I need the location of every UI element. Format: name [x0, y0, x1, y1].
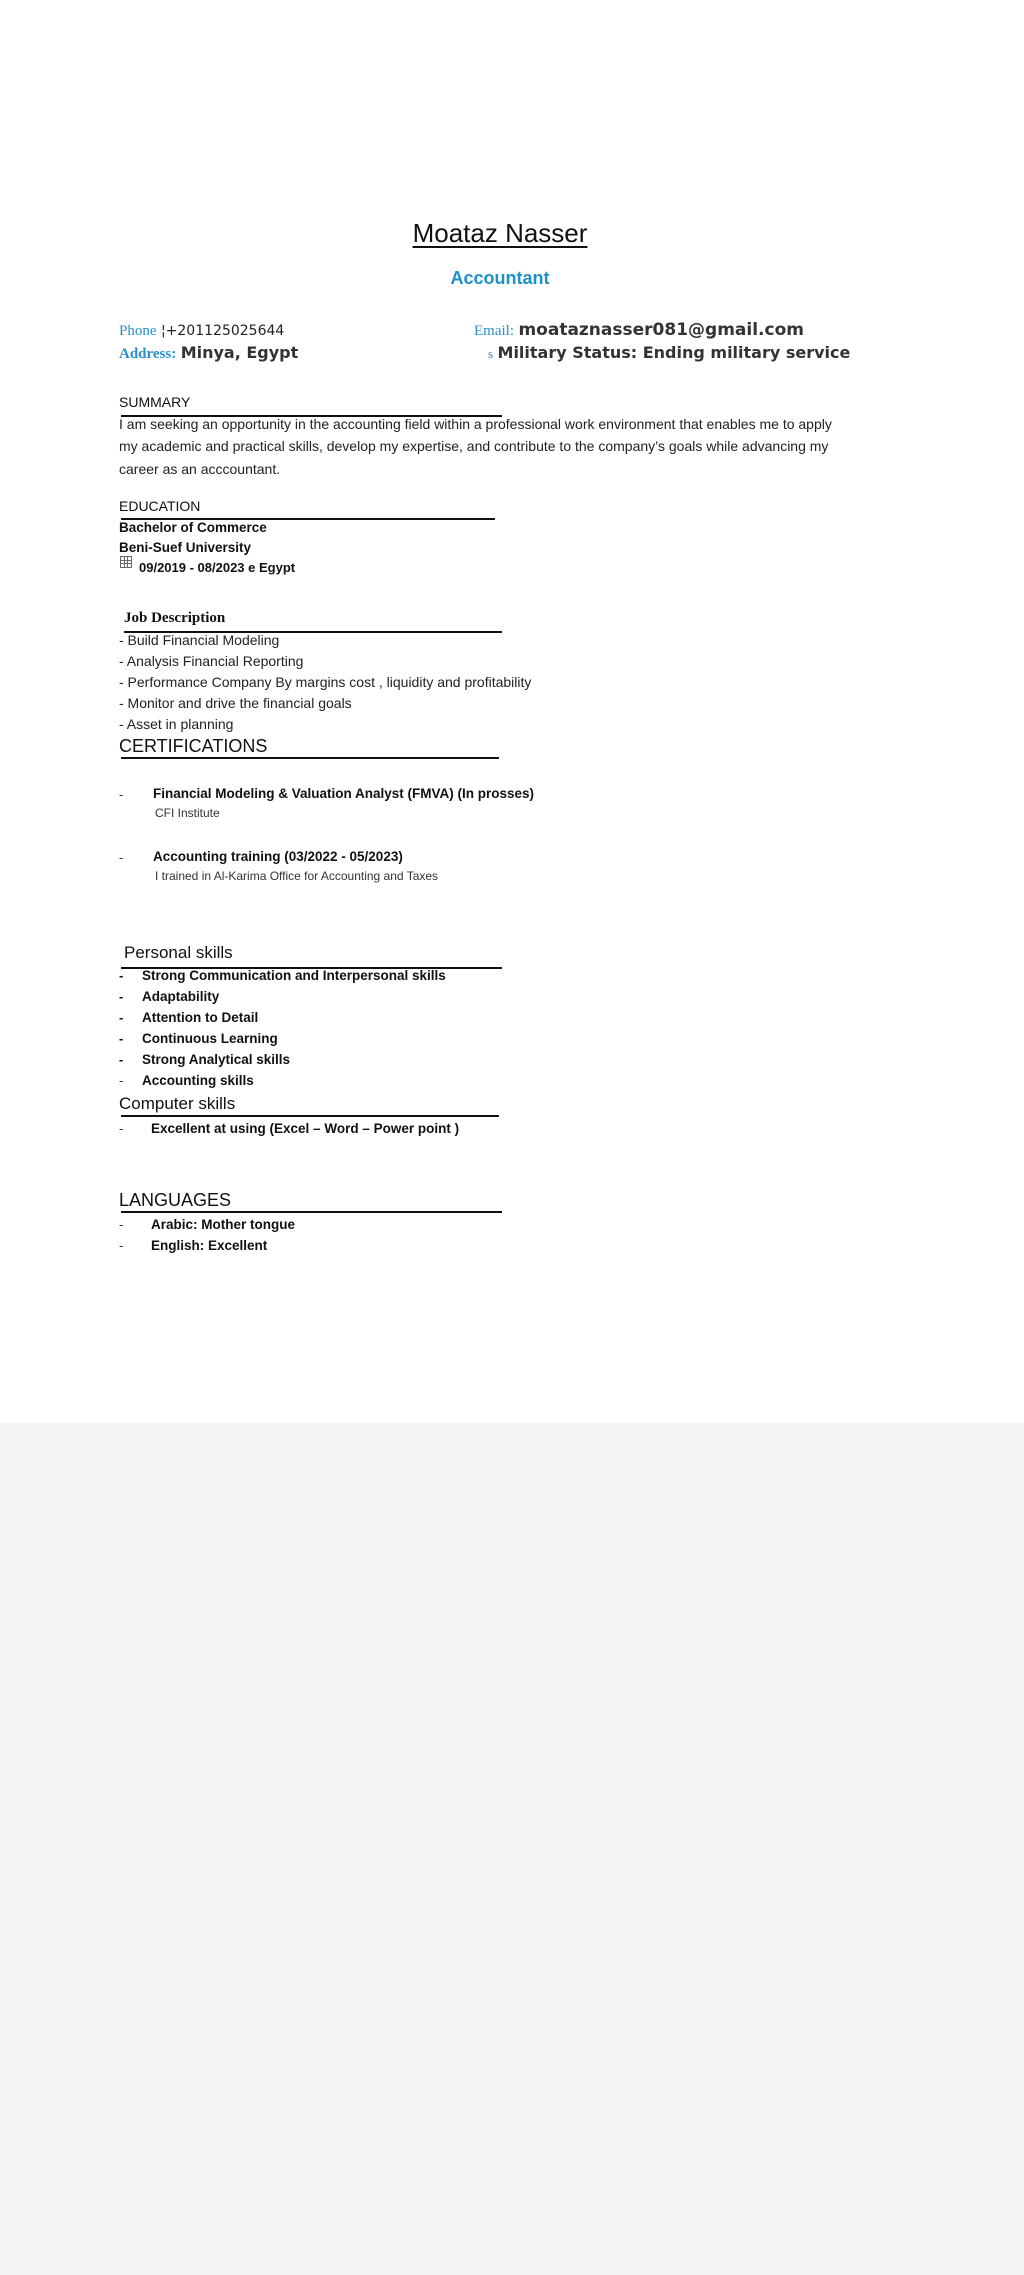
summary-heading: SUMMARY: [119, 394, 191, 410]
skill-item: Strong Communication and Interpersonal skills: [142, 968, 446, 983]
phone-label: Phone: [119, 323, 157, 339]
job-description-item: - Analysis Financial Reporting: [119, 653, 304, 669]
military-status: Military Status: Ending military service: [497, 343, 851, 362]
skill-bullet: -: [119, 1073, 124, 1088]
summary-line: career as an acccountant.: [119, 461, 281, 477]
job-title: Accountant: [450, 268, 550, 288]
address-row: [119, 343, 298, 363]
job-description-item: - Performance Company By margins cost , liquidity and profitability: [119, 674, 532, 690]
certification-name: Accounting training (03/2022 - 05/2023): [153, 849, 403, 864]
skill-bullet: -: [119, 1010, 124, 1025]
job-description-item: - Build Financial Modeling: [119, 632, 280, 648]
skill-bullet: -: [119, 989, 124, 1004]
job-description-heading: Job Description: [124, 610, 226, 626]
language-bullet: -: [119, 1238, 124, 1253]
skill-bullet: -: [119, 1031, 124, 1046]
language-item: English: Excellent: [151, 1238, 268, 1253]
computer-skill-item: Excellent at using (Excel – Word – Power point ): [151, 1121, 460, 1136]
address-label: Address:: [119, 346, 177, 362]
phone-row: [119, 322, 284, 340]
phone-separator: ¦: [160, 323, 166, 339]
education-dates: 09/2019 - 08/2023 e Egypt: [139, 560, 296, 575]
personal-skills-heading: Personal skills: [124, 943, 233, 962]
job-description-item: - Asset in planning: [119, 716, 234, 732]
candidate-name: Moataz Nasser: [412, 218, 588, 248]
computer-skills-heading: Computer skills: [119, 1094, 236, 1113]
email-value: moataznasser081@gmail.com: [518, 320, 804, 340]
calendar-icon: [120, 556, 132, 568]
language-item: Arabic: Mother tongue: [151, 1217, 295, 1232]
certification-detail: CFI Institute: [155, 806, 220, 820]
computer-skill-bullet: -: [119, 1121, 124, 1136]
certification-detail: I trained in Al-Karima Office for Accounting and Taxes: [155, 869, 439, 883]
certification-bullet: -: [119, 787, 124, 802]
summary-line: I am seeking an opportunity in the accounting field within a professional work environment that enables me to apply: [119, 416, 832, 432]
education-university: Beni-Suef University: [119, 540, 252, 555]
certification-name: Financial Modeling & Valuation Analyst (FMVA) (In prosses): [153, 786, 535, 801]
education-heading: EDUCATION: [119, 498, 201, 514]
certifications-rule: [121, 757, 499, 759]
phone-value: +201125025644: [165, 323, 285, 339]
job-description-item: - Monitor and drive the financial goals: [119, 695, 352, 711]
skill-bullet: -: [119, 968, 124, 983]
education-degree: Bachelor of Commerce: [119, 520, 267, 535]
skill-bullet: -: [119, 1052, 124, 1067]
military-row: [488, 343, 850, 363]
certifications-heading: CERTIFICATIONS: [119, 736, 268, 756]
summary-line: my academic and practical skills, develop my expertise, and contribute to the company’s goals while advancing my: [119, 438, 829, 454]
skill-item: Accounting skills: [142, 1073, 254, 1088]
skill-item: Continuous Learning: [142, 1031, 278, 1046]
email-label: Email:: [474, 323, 514, 339]
address-value: Minya, Egypt: [180, 343, 299, 362]
skill-item: Adaptability: [142, 989, 220, 1004]
email-row: [474, 320, 804, 340]
language-bullet: -: [119, 1217, 124, 1232]
skill-item: Attention to Detail: [142, 1010, 259, 1025]
computer-skills-rule: [121, 1115, 499, 1117]
certification-bullet: -: [119, 850, 124, 865]
skill-item: Strong Analytical skills: [142, 1052, 291, 1067]
languages-heading: LANGUAGES: [119, 1190, 232, 1210]
languages-rule: [121, 1211, 502, 1213]
military-prefix: s: [488, 346, 494, 361]
